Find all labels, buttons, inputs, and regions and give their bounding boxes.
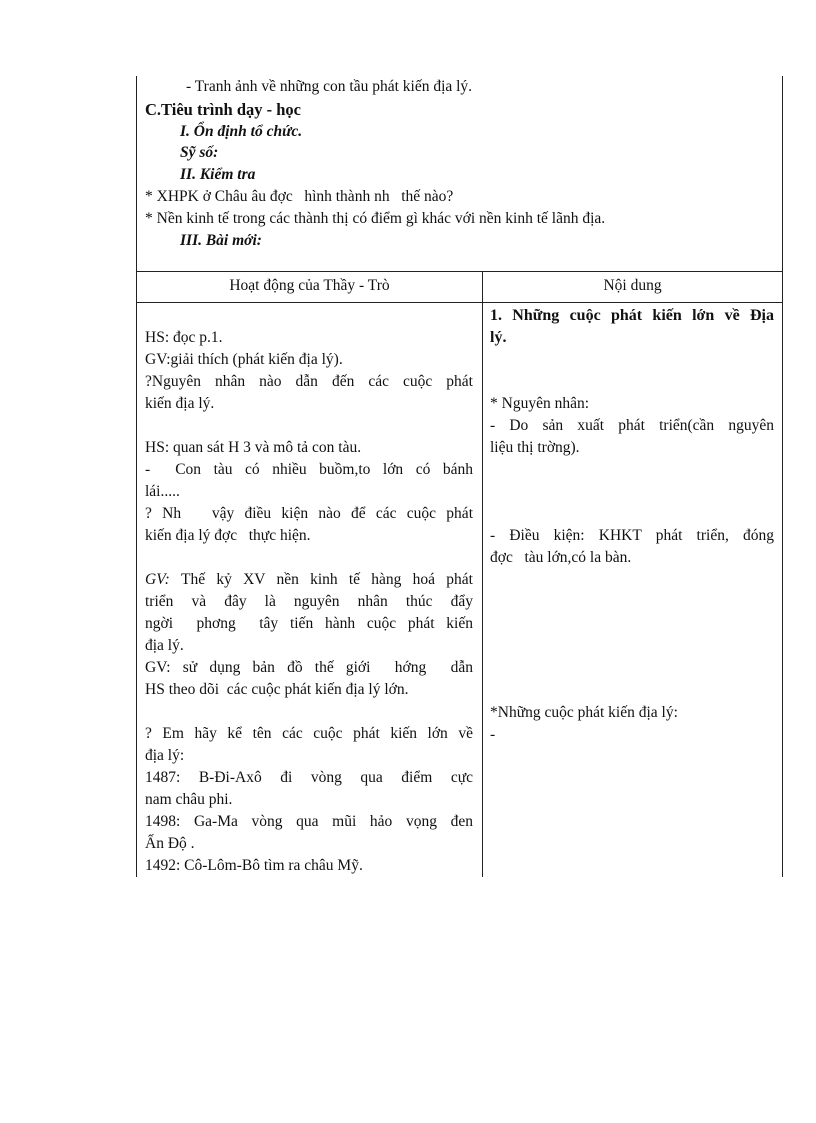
content-discoveries-dash: - bbox=[490, 726, 496, 743]
content-condition-cont: đợc tàu lớn,có la bàn. bbox=[490, 549, 632, 566]
left-line-20: 1498: Ga-Ma vòng qua mũi hảo vọng đen bbox=[145, 813, 473, 830]
content-heading-1-cont: lý. bbox=[490, 329, 507, 346]
left-line-22: 1492: Cô-Lôm-Bô tìm ra châu Mỹ. bbox=[145, 857, 363, 874]
left-line-19: nam châu phi. bbox=[145, 791, 233, 808]
left-line-16: ? Em hãy kể tên các cuộc phát kiến lớn về bbox=[145, 725, 473, 742]
gv-label-italic: GV: bbox=[145, 571, 170, 588]
header-teacher-student: Hoạt động của Thầy - Trò bbox=[229, 277, 390, 294]
left-line-13: địa lý. bbox=[145, 637, 184, 654]
table-header-bottom-border bbox=[136, 302, 783, 303]
item-iii-heading: III. Bài mới: bbox=[180, 232, 262, 249]
left-line-10: Thế kỷ XV nền kinh tế hàng hoá phát bbox=[181, 571, 473, 588]
left-line-8: ? Nh vậy điều kiện nào để các cuộc phát bbox=[145, 505, 473, 522]
content-cause-label: * Nguyên nhân: bbox=[490, 395, 590, 412]
content-cause-1: - Do sản xuất phát triển(cần nguyên bbox=[490, 417, 774, 434]
left-line-18: 1487: B-Đi-Axô đi vòng qua điểm cực bbox=[145, 769, 473, 786]
left-line-15: HS theo dõi các cuộc phát kiến địa lý lớn. bbox=[145, 681, 409, 698]
content-condition: - Điều kiện: KHKT phát triển, đóng bbox=[490, 527, 774, 544]
left-line-21: Ấn Độ . bbox=[145, 835, 195, 852]
attendance-label: Sỹ số: bbox=[180, 144, 219, 161]
frame-right-border bbox=[782, 76, 783, 877]
left-line-5: HS: quan sát H 3 và mô tả con tàu. bbox=[145, 439, 362, 456]
left-line-12: ngời phơng tây tiến hành cuộc phát kiến bbox=[145, 615, 473, 632]
review-question-2: * Nền kinh tế trong các thành thị có điểm gì khác với nền kinh tế lãnh địa. bbox=[145, 210, 606, 227]
materials-line: - Tranh ảnh về những con tầu phát kiến địa lý. bbox=[186, 78, 473, 95]
left-line-6: - Con tàu có nhiều buồm,to lớn có bánh bbox=[145, 461, 473, 478]
left-line-3: ?Nguyên nhân nào dẫn đến các cuộc phát bbox=[145, 373, 473, 390]
left-line-7: lái..... bbox=[145, 483, 180, 500]
content-discoveries-label: *Những cuộc phát kiến địa lý: bbox=[490, 704, 678, 721]
section-c-heading: C.Tiêu trình dạy - học bbox=[145, 100, 302, 119]
left-line-14: GV: sử dụng bản đồ thế giới hớng dẫn bbox=[145, 659, 473, 676]
table-top-border bbox=[136, 271, 783, 272]
review-question-1: * XHPK ở Châu âu đợc hình thành nh thế nào? bbox=[145, 188, 454, 205]
content-heading-1: 1. Những cuộc phát kiến lớn về Địa bbox=[490, 307, 774, 324]
left-line-2: GV:giải thích (phát kiến địa lý). bbox=[145, 351, 343, 368]
left-line-11: triển và đây là nguyên nhân thúc đẩy bbox=[145, 593, 473, 610]
left-line-4: kiến địa lý. bbox=[145, 395, 215, 412]
frame-left-border bbox=[136, 76, 137, 877]
item-i-heading: I. Ổn định tổ chức. bbox=[180, 123, 303, 140]
table-column-divider bbox=[482, 271, 483, 877]
content-cause-1-cont: liệu thị trờng). bbox=[490, 439, 580, 456]
header-content: Nội dung bbox=[603, 277, 662, 294]
left-line-17: địa lý: bbox=[145, 747, 185, 764]
left-line-1: HS: đọc p.1. bbox=[145, 329, 223, 346]
left-line-9: kiến địa lý đợc thực hiện. bbox=[145, 527, 311, 544]
item-ii-heading: II. Kiểm tra bbox=[180, 166, 256, 183]
